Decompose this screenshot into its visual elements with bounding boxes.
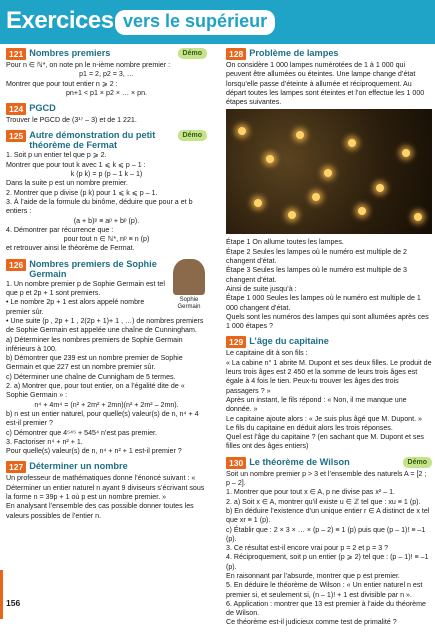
exercise-126: [6, 259, 207, 457]
right-column: [226, 48, 432, 633]
exercise-129: [226, 336, 432, 451]
exercise-121: [6, 48, 207, 98]
exercise-line: • Une suite (p , 2p + 1 , 2(2p + 1)+ 1 , …) de nombres premiers de Sophie Germain est appelée une chaîne de Cunningham.: [6, 316, 204, 335]
exercise-line: Montrer que pour tout k avec 1 ⩽ k ⩽ p – 1 :: [6, 160, 146, 169]
exercise-line: Dans la suite p est un nombre premier.: [6, 179, 128, 188]
exercise-line: Étape 1 On allume toutes les lampes.: [226, 238, 344, 247]
exercise-line: On considère 1 000 lampes numérotées de 1 à 1 000 qui peuvent être allumées ou éteintes. Une lampe change d’état lorsqu’elle passe d’éteinte à allumée et réciproquement. Au départ toutes les lampes sont éteintes et l’on effectue les 1 000 étapes suivantes.: [226, 61, 425, 107]
exercise-line: et retrouver ainsi le théorème de Fermat.: [6, 244, 135, 253]
exercise-title: PGCD: [29, 103, 56, 114]
exercise-line: b) Démontrer que 239 est un nombre premier de Sophie Germain et que 227 est un nombre premier sûr.: [6, 354, 183, 372]
demo-badge: Démo: [178, 48, 207, 59]
page-number: 156: [6, 598, 21, 608]
page-edge-bar: [0, 570, 3, 619]
exercise-line: pn+1 < p1 × p2 × … × pn.: [65, 88, 148, 97]
exercise-number: 125: [6, 130, 26, 142]
exercise-128: [226, 48, 432, 331]
exercise-line: 5. En déduire le théorème de Wilson : « Un entier naturel n est premier si, et seulement si, (n – 1)! + 1 est divisible par n ».: [226, 581, 423, 599]
exercise-line: Pour quelle(s) valeur(s) de n, n⁴ + n² + 1 est-il premier ?: [6, 447, 182, 456]
left-column: [6, 48, 207, 526]
exercise-line: b) n est un entier naturel, pour quelle(s) valeur(s) de n, n⁴ + 4 est-il premier ?: [6, 409, 199, 428]
exercise-line: Quel est l’âge du capitaine ? (en sachant que M. Dupont et ses filles ont des âges entiers): [226, 433, 424, 451]
header-title: Exercices: [6, 7, 114, 34]
exercise-line: c) Établir que : 2 × 3 × … × (p – 2) ≡ 1 (p) puis que (p – 1)! ≡ –1 (p).: [226, 525, 426, 543]
exercise-line: Soit un nombre premier p > 3 et l’ensemble des naturels A = [2 ; p – 2].: [226, 469, 427, 488]
exercise-130: [226, 457, 432, 628]
exercise-line: Pour n ∈ ℕ*, on note pn le n-ième nombre premier :: [6, 61, 171, 69]
exercise-title: Déterminer un nombre: [29, 461, 128, 472]
exercise-number: 124: [6, 103, 26, 115]
exercise-line: • Le nombre 2p + 1 est alors appelé nombre premier sûr.: [6, 298, 145, 316]
exercise-line: 3. À l’aide de la formule du binôme, déduire que pour a et b entiers :: [6, 197, 193, 216]
exercise-line: Un professeur de mathématiques donne l’énoncé suivant : « Déterminer un entier naturel n ayant 9 diviseurs s’écrivant sous la forme n = 39p + 1 où p est un nombre premier. »: [6, 474, 205, 501]
header-subtitle: vers le supérieur: [115, 10, 275, 35]
exercise-line: Quels sont les numéros des lampes qui sont allumées après ces 1 000 étapes ?: [226, 312, 429, 331]
exercise-line: « La cabine n° 1 abrite M. Dupont et ses deux filles. Le produit de leurs trois âges est 2 450 et la somme de leurs trois âges est égale à 4 fois le tien. Peux-tu trouver les âges des trois passagers ? »: [226, 358, 432, 395]
exercise-line: Le fils du capitaine en déduit alors les trois réponses.: [226, 423, 393, 432]
exercise-line: 1. Soit p un entier tel que p ⩾ 2.: [6, 151, 107, 160]
exercise-line: 4. Réciproquement, soit p un entier (p ⩾ 2) tel que : (p – 1)! ≡ –1 (p).: [226, 553, 429, 571]
exercise-line: Trouver le PGCD de (3¹⁷ – 3) et de 1 221.: [6, 116, 137, 125]
exercise-title: Le théorème de Wilson: [249, 456, 350, 467]
exercise-line: p1 = 2, p2 = 3, …: [79, 70, 134, 79]
exercise-line: Après un instant, le fils répond : « Non, il me manque une donnée. »: [226, 395, 407, 414]
exercise-line: b) En déduire l’existence d’un unique entier r ∈ A distinct de x tel que xr ≡ 1 (p).: [226, 506, 430, 525]
exercise-number: 126: [6, 259, 26, 271]
portrait-image: [173, 259, 205, 295]
exercise-number: 127: [6, 461, 26, 473]
portrait-caption: Sophie Germain: [177, 296, 201, 310]
exercise-line: Étape 1 000 Seules les lampes où le numéro est multiple de 1 000 changent d’état.: [226, 294, 421, 312]
exercise-number: 121: [6, 48, 26, 60]
exercise-line: Ce théorème est-il judicieux comme test de primalité ?: [226, 618, 397, 627]
exercise-line: Étape 2 Seules les lampes où le numéro est multiple de 2 changent d’état.: [226, 247, 407, 266]
exercise-line: Montrer que pour tout entier n ⩾ 2 :: [6, 79, 118, 88]
exercise-title: Nombres premiers: [29, 48, 111, 58]
exercise-line: 1. Un nombre premier p de Sophie Germain est tel que p et 2p + 1 sont premiers.: [6, 279, 165, 298]
exercise-title: Autre démonstration du petit théorème de Fermat: [29, 130, 156, 151]
exercise-line: 3. Ce résultat est-il encore vrai pour p = 2 et p = 3 ?: [226, 544, 389, 553]
exercise-number: 128: [226, 48, 246, 60]
lamps-photo: [226, 109, 432, 234]
exercise-line: c) Déterminer une chaîne de Cunnigham de 5 termes.: [6, 372, 176, 381]
exercise-line: 2. a) Soit x ∈ A, montrer qu’il existe u ∈ ℤ tel que : xu ≡ 1 (p).: [226, 497, 421, 506]
exercise-124: [6, 103, 207, 125]
demo-badge: Démo: [403, 457, 432, 468]
exercise-line: c) Démontrer que 4⁵⁴⁵ + 545⁴ n’est pas premier.: [6, 428, 157, 437]
exercise-line: Étape 3 Seules les lampes où le numéro est multiple de 3 changent d’état.: [226, 266, 407, 284]
exercise-line: (a + b)ᵖ ≡ aᵖ + bᵖ (p).: [73, 216, 140, 225]
exercise-line: 3. Factoriser n⁴ + n² + 1.: [6, 437, 83, 446]
exercise-line: 1. Montrer que pour tout x ∈ A, p ne divise pas x² – 1.: [226, 488, 396, 497]
exercise-line: a) Déterminer les nombres premiers de Sophie Germain inférieurs à 100.: [6, 335, 183, 353]
exercise-line: En analysant l’ensemble des cas possible donner toutes les valeurs possibles de l’entier n.: [6, 502, 194, 520]
exercise-line: n⁴ + 4m⁴ = (n² + 2m² + 2mn)(n² + 2m² – 2mn).: [34, 400, 179, 409]
exercise-125: [6, 130, 207, 253]
exercise-line: Ainsi de suite jusqu’à :: [226, 284, 297, 293]
exercise-line: Le capitaine dit à son fils :: [226, 349, 308, 358]
exercise-line: 6. Application : montrer que 13 est premier à l’aide du théorème de Wilson.: [226, 599, 426, 618]
exercise-number: 129: [226, 336, 246, 348]
exercise-line: Le capitaine ajoute alors : « Je suis plus âgé que M. Dupont. »: [226, 414, 422, 423]
exercise-127: [6, 461, 207, 520]
page-header: [0, 0, 435, 44]
demo-badge: Démo: [178, 130, 207, 141]
exercise-title: Problème de lampes: [249, 48, 339, 58]
exercise-line: 4. Démontrer par récurrence que :: [6, 225, 114, 234]
exercise-number: 130: [226, 457, 246, 469]
exercise-title: L’âge du capitaine: [249, 336, 329, 347]
exercise-title: Nombres premiers de Sophie Germain: [29, 258, 157, 279]
exercise-line: pour tout n ∈ ℕ*, nᵖ ≡ n (p): [63, 235, 150, 244]
exercise-line: k (p k) = p (p – 1 k – 1): [70, 170, 143, 179]
exercise-line: 2. a) Montrer que, pour tout entier, on a l’égalité dite de « Sophie Germain » :: [6, 382, 185, 400]
exercise-line: En raisonnant par l’absurde, montrer que p est premier.: [226, 571, 400, 580]
exercise-line: 2. Montrer que p divise (p k) pour 1 ⩽ k ⩽ p – 1.: [6, 188, 158, 197]
